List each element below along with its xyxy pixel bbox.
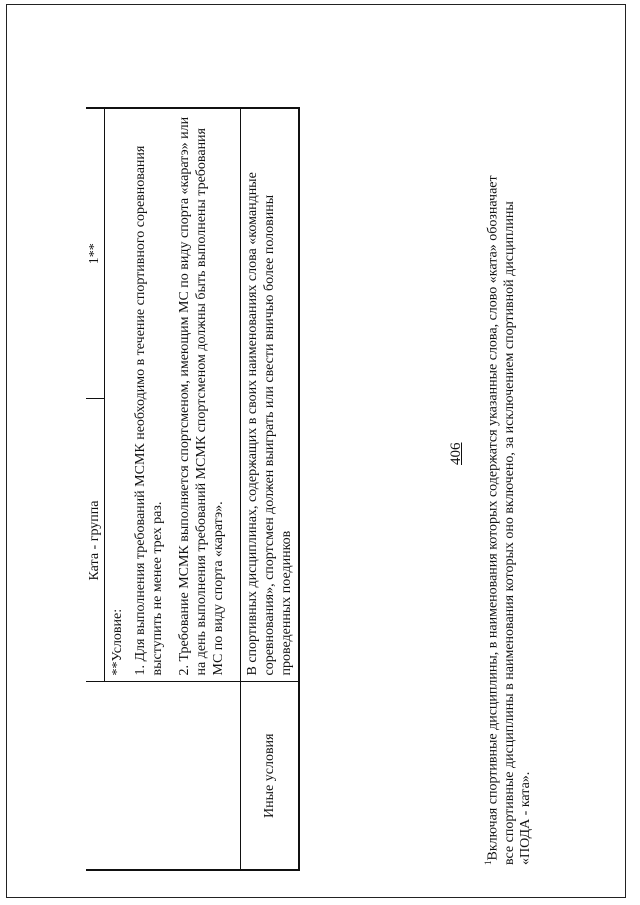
subheader xyxy=(86,109,105,682)
condition-item: 2. Требование МСМК выполняется спортсменом, имеющим МС по виду спорта «каратэ» или на день выполнения требований МСМК спортсменом должны быть выполнены требования МС по виду спорта «каратэ». xyxy=(177,116,226,676)
table-row xyxy=(86,108,241,870)
footnote-marker: 1 xyxy=(483,860,493,865)
conditions-cell xyxy=(86,108,241,682)
header-group: Ката - группа xyxy=(86,399,104,682)
requirements-table xyxy=(86,107,300,871)
table-row xyxy=(241,108,300,870)
footnote-text: Включая спортивные дисциплины, в наименования которых содержатся указанные слова, слово «ката» обозначает все спортивные дисциплины в наименования которых оно включено, за исключением спортивной дисциплины «ПОДА - ката». xyxy=(485,175,533,865)
empty-cell xyxy=(86,682,241,870)
footnote xyxy=(480,175,534,865)
other-conditions-text: В спортивных дисциплинах, содержащих в своих наименованиях слова «командные соревнования», спортсмен должен выиграть или свести вничью более половины проведенных поединков xyxy=(241,108,300,682)
condition-item: 1. Для выполнения требований МСМК необходимо в течение спортивного соревнования выступить не менее трех раз. xyxy=(133,145,165,676)
header-value: 1** xyxy=(87,243,102,265)
page-number: 406 xyxy=(448,442,464,465)
other-conditions-label: Иные условия xyxy=(241,682,300,870)
condition-title: **Условие: xyxy=(110,608,125,676)
